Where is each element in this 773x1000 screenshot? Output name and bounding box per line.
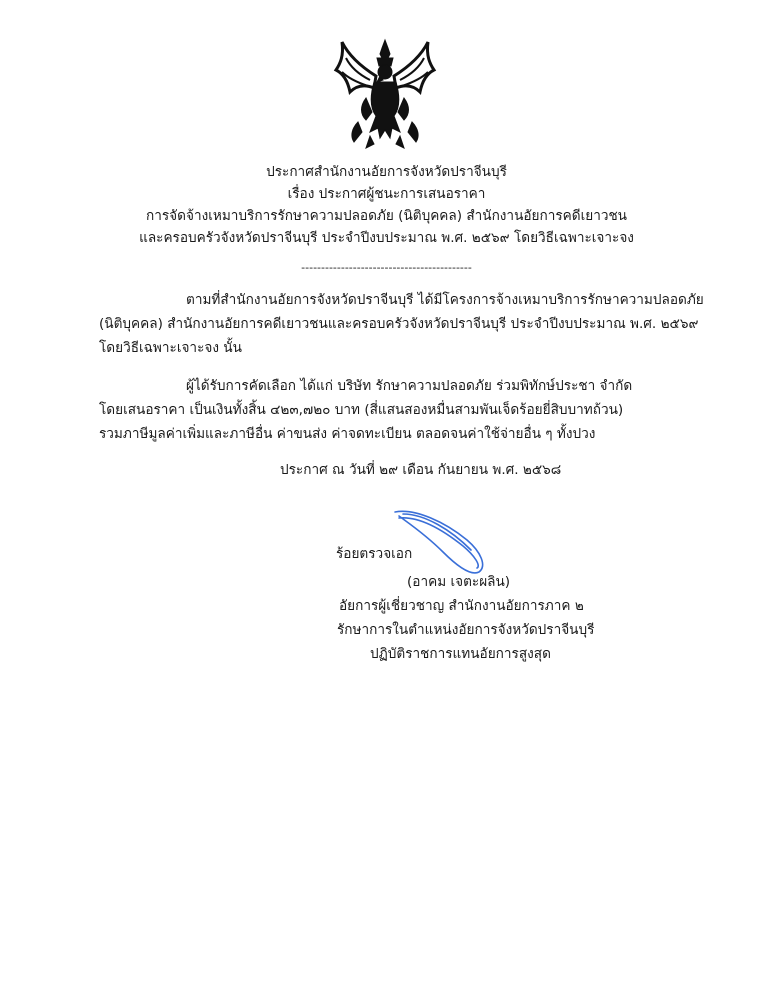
handwritten-signature xyxy=(385,500,495,580)
announcement-title-line2: และครอบครัวจังหวัดปราจีนบุรี ประจำปีงบประมาณ พ.ศ. ๒๕๖๙ โดยวิธีเฉพาะเจาะจง xyxy=(139,230,634,246)
announcement-title-line1: การจัดจ้างเหมาบริการรักษาความปลอดภัย (นิติบุคคล) สำนักงานอัยการคดีเยาวชน xyxy=(146,208,627,224)
paragraph1-line3: โดยวิธีเฉพาะเจาะจง นั้น xyxy=(99,340,242,356)
paragraph2-line1: ผู้ได้รับการคัดเลือก ได้แก่ บริษัท รักษาความปลอดภัย ร่วมพิทักษ์ประชา จำกัด xyxy=(186,378,633,394)
signer-rank: ร้อยตรวจเอก xyxy=(336,546,413,562)
paragraph1-line1: ตามที่สำนักงานอัยการจังหวัดปราจีนบุรี ได้มีโครงการจ้างเหมาบริการรักษาความปลอดภัย xyxy=(186,292,704,308)
announcement-org-line: ประกาศสำนักงานอัยการจังหวัดปราจีนบุรี xyxy=(266,164,507,180)
header-divider: ------------------------------------------- xyxy=(301,261,472,274)
signer-title-2: รักษาการในตำแหน่งอัยการจังหวัดปราจีนบุรี xyxy=(337,622,595,638)
paragraph1-line2: (นิติบุคคล) สำนักงานอัยการคดีเยาวชนและครอบครัวจังหวัดปราจีนบุรี ประจำปีงบประมาณ พ.ศ. ๒๕๖๙ xyxy=(99,316,699,332)
announcement-subject: เรื่อง ประกาศผู้ชนะการเสนอราคา xyxy=(287,186,486,202)
paragraph2-line2: โดยเสนอราคา เป็นเงินทั้งสิ้น ๔๒๓,๗๒๐ บาท (สี่แสนสองหมื่นสามพันเจ็ดร้อยยี่สิบบาทถ้วน) xyxy=(99,402,624,418)
paragraph2-line3: รวมภาษีมูลค่าเพิ่มและภาษีอื่น ค่าขนส่ง ค่าจดทะเบียน ตลอดจนค่าใช้จ่ายอื่น ๆ ทั้งปวง xyxy=(99,426,596,442)
signer-title-3: ปฏิบัติราชการแทนอัยการสูงสุด xyxy=(370,646,551,662)
signer-name: (อาคม เจตะผลิน) xyxy=(407,574,511,590)
signer-title-1: อัยการผู้เชี่ยวชาญ สำนักงานอัยการภาค ๒ xyxy=(339,598,584,614)
garuda-emblem-icon xyxy=(330,36,440,150)
announcement-date: ประกาศ ณ วันที่ ๒๙ เดือน กันยายน พ.ศ. ๒๕๖๘ xyxy=(280,462,562,478)
